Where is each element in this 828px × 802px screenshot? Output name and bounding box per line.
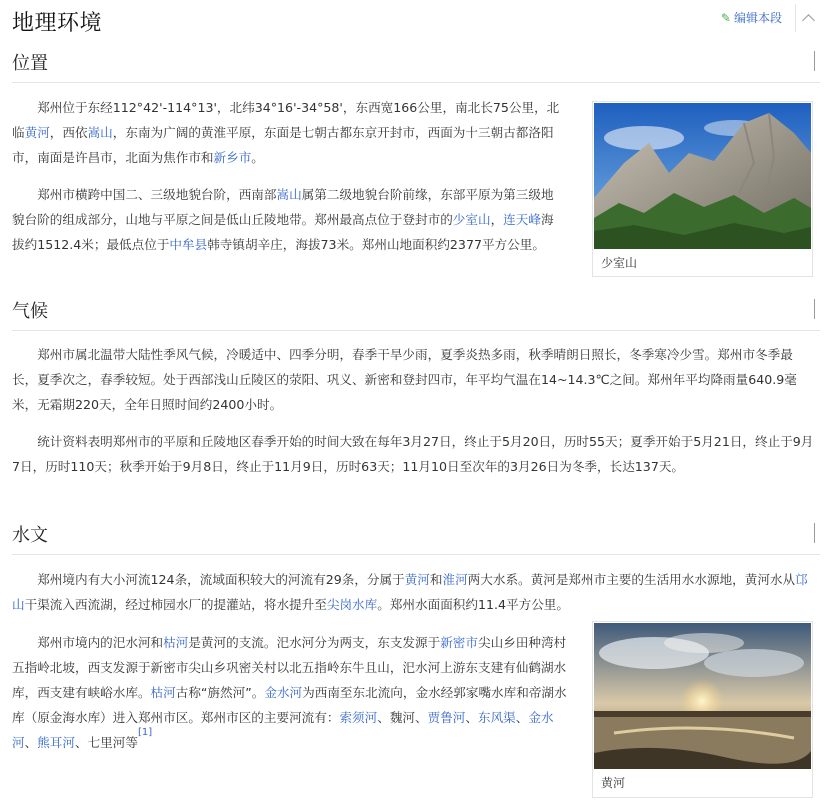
edit-section-link[interactable]: [721, 9, 782, 26]
inline-link[interactable]: 索须河: [339, 710, 378, 725]
inline-link[interactable]: 贾鲁河: [427, 710, 466, 725]
edit-label: 编辑本段: [733, 11, 782, 25]
collapse-hydrology-button[interactable]: [814, 524, 815, 543]
text-run: 韩寺镇胡辛庄，海拔73米。郑州山地面积约2377平方公里。: [207, 237, 545, 252]
citation-link[interactable]: [1]: [137, 727, 153, 738]
collapse-climate-button[interactable]: [814, 300, 815, 319]
inline-link[interactable]: 枯河: [150, 685, 176, 700]
text-run: 古称“旃然河”。: [175, 685, 265, 700]
chevron-up-icon: [814, 299, 815, 319]
text-run: 、: [465, 710, 478, 725]
inline-link[interactable]: 中牟县: [169, 237, 208, 252]
chevron-up-icon: [802, 14, 815, 27]
inline-link[interactable]: 熊耳河: [37, 735, 75, 750]
inline-link[interactable]: 新密市: [440, 635, 478, 650]
text-run: 、: [515, 710, 529, 725]
text-run: 、七里河等: [74, 735, 138, 750]
text-run: 郑州市境内的汜水河和: [37, 635, 164, 650]
inline-link[interactable]: 新乡市: [213, 150, 252, 165]
text-run: 统计资料表明郑州市的平原和丘陵地区春季开始的时间大致在每年3月27日，终止于5月20日，历时55天；夏季开始于5月21日，终止于9月7日，历时110天；秋季开始于9月8日，终止于11月9日，历时63天；11月10日至次年的3月26日为冬季，长达137天。: [12, 434, 814, 474]
location-paragraph-2: [12, 182, 562, 257]
inline-link[interactable]: 邙山: [12, 572, 808, 612]
figure-shaoshishan[interactable]: [592, 101, 813, 277]
inline-link[interactable]: 嵩山: [87, 125, 113, 140]
inline-link[interactable]: 尖岗水库: [326, 597, 378, 612]
text-run: 。郑州水面面积约11.4平方公里。: [377, 597, 569, 612]
inline-link[interactable]: 黄河: [404, 572, 430, 587]
text-run: 。: [251, 150, 264, 165]
collapse-all-button[interactable]: [795, 4, 820, 32]
text-run: ，东南为广阔的黄淮平原，东面是七朝古都东京开封市，西面为十三朝古都洛阳市，南面是许昌市，北面为焦作市和: [12, 125, 554, 165]
section-heading-location: 位置: [12, 53, 48, 74]
text-run: 海拔约1512.4米；最低点位于: [12, 212, 554, 252]
section-heading-hydrology: 水文: [12, 525, 48, 546]
section-divider: [12, 330, 820, 331]
page-title: 地理环境: [12, 11, 103, 36]
section-heading-climate: 气候: [12, 301, 48, 322]
inline-link[interactable]: 少室山: [452, 212, 491, 227]
figure-caption: 少室山: [601, 256, 638, 270]
text-run: 属第二级地貌台阶前缘，东部平原为第三级地貌台阶的组成部分，山地与平原之间是低山丘陵地带。郑州最高点位于登封市的: [12, 187, 554, 227]
text-run: 郑州境内有大小河流124条，流域面积较大的河流有29条，分属于: [37, 572, 405, 587]
hydrology-paragraph-1: [12, 567, 816, 617]
collapse-location-button[interactable]: [814, 52, 815, 71]
shaoshishan-photo: [594, 103, 811, 249]
hydrology-paragraph-2: [12, 630, 568, 755]
inline-link[interactable]: 连天峰: [503, 212, 541, 227]
inline-link[interactable]: 东风渠: [477, 710, 516, 725]
inline-link[interactable]: 嵩山: [276, 187, 302, 202]
text-run: 郑州市横跨中国二、三级地貌台阶，西南部: [37, 187, 277, 202]
text-run: 尖山乡田种湾村五指岭北坡，西支发源于新密市尖山乡巩密关村以北五指岭东牛且山，汜水河上游东支建有仙鹤湖水库，西支建有峡峪水库。: [12, 635, 567, 700]
text-run: 郑州位于东经112°42'-114°13'，北纬34°16'-34°58'，东西宽166公里，南北长75公里，北临: [12, 100, 560, 140]
text-run: 两大水系。黄河是郑州市主要的生活用水水源地，黄河水从: [467, 572, 796, 587]
location-paragraph-1: [12, 95, 562, 170]
text-run: ，: [490, 212, 504, 227]
chevron-up-icon: [814, 523, 815, 543]
inline-link[interactable]: 金水河: [264, 685, 303, 700]
text-run: 是黄河的支流。汜水河分为两支，东支发源于: [188, 635, 441, 650]
figure-yellow-river[interactable]: [592, 621, 813, 798]
pencil-icon: ✎: [720, 10, 731, 25]
inline-link[interactable]: 淮河: [442, 572, 468, 587]
text-run: ，西依: [49, 125, 88, 140]
inline-link[interactable]: 金水河: [12, 710, 554, 750]
text-run: 、魏河、: [377, 710, 428, 725]
inline-link[interactable]: 黄河: [24, 125, 50, 140]
inline-link[interactable]: 枯河: [163, 635, 189, 650]
figure-caption: 黄河: [601, 776, 626, 790]
yellow-river-photo: [594, 623, 811, 769]
text-run: 、: [24, 735, 38, 750]
text-run: 干渠流入西流湖，经过柿园水厂的提灌站，将水提升至: [24, 597, 327, 612]
text-run: 郑州市属北温带大陆性季风气候，冷暖适中、四季分明，春季干旱少雨，夏季炎热多雨，秋季晴朗日照长，冬季寒冷少雪。郑州市冬季最长，夏季次之，春季较短。处于西部浅山丘陵区的荥阳、巩义、新密和登封四市，年平均气温在14~14.3℃之间。郑州年平均降雨量640.9毫米，无霜期220天，全年日照时间约2400小时。: [12, 347, 797, 412]
section-divider: [12, 554, 820, 555]
section-divider: [12, 82, 820, 83]
text-run: 和: [429, 572, 443, 587]
climate-paragraph-2: [12, 429, 816, 479]
chevron-up-icon: [814, 51, 815, 71]
climate-paragraph-1: [12, 342, 816, 417]
text-run: 为西南至东北流向，金水经郭家嘴水库和帝湖水库（原金海水库）进入郑州市区。郑州市区的主要河流有：: [12, 685, 567, 725]
